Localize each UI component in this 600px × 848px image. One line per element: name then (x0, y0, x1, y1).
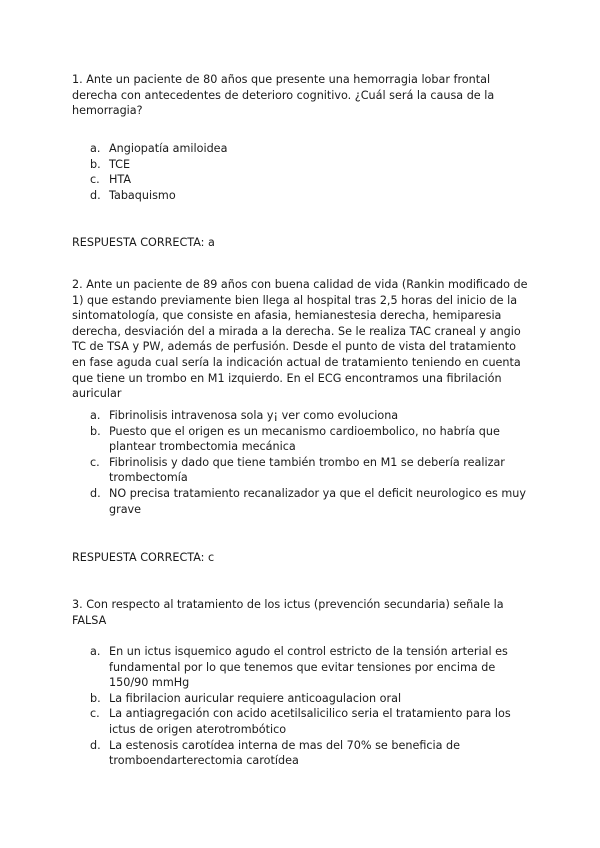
option-1b: b. TCE (90, 157, 131, 171)
option-3a: a. En un ictus isquemico agudo el control estricto de la tensión arterial es fundamental por lo que tenemos que evitar tensiones por encima de 150/90 mmHg (90, 645, 508, 690)
option-3b: b. La fibrilacion auricular requiere anticoagulacion oral (90, 691, 402, 705)
question-2-options (90, 408, 530, 517)
option-1d: d. Tabaquismo (90, 188, 176, 202)
question-3-text: 3. Con respecto al tratamiento de los ictus (prevención secundaria) señale la FALSA (72, 598, 504, 627)
question-3 (72, 597, 532, 628)
question-3-options (90, 644, 530, 769)
option-2a: a. Fibrinolisis intravenosa sola y¡ ver como evoluciona (90, 409, 399, 422)
option-1a: a. Angiopatía amiloidea (90, 142, 228, 155)
question-1-text: 1. Ante un paciente de 80 años que presente una hemorragia lobar frontal derecha con antecedentes de deterioro cognitivo. ¿Cuál será la causa de la hemorragia? (72, 73, 495, 118)
question-2 (72, 277, 532, 402)
option-1c: c. HTA (90, 173, 132, 187)
option-2b: b. Puesto que el origen es un mecanismo cardioembolico, no habría que plantear trombectomia mecánica (90, 424, 500, 454)
option-2c: c. Fibrinolisis y dado que tiene también trombo en M1 se debería realizar trombectomía (90, 455, 505, 485)
answer-1: RESPUESTA CORRECTA: a (72, 236, 215, 249)
question-1 (72, 72, 532, 119)
option-3d: d. La estenosis carotídea interna de mas del 70% se beneficia de tromboendarterectomia carotídea (90, 738, 461, 768)
option-2d: d. NO precisa tratamiento recanalizador ya que el deficit neurologico es muy grave (90, 486, 526, 516)
option-3c: c. La antiagregación con acido acetilsalicilico seria el tratamiento para los ictus de origen aterotrombótico (90, 707, 511, 736)
question-2-text: 2. Ante un paciente de 89 años con buena calidad de vida (Rankin modificado de 1) que estando previamente bien llega al hospital tras 2,5 horas del inicio de la sintomatología, que consiste en afasia, hemianestesia derecha, hemiparesia derecha, desviación del a mirada a la derecha. Se le realiza TAC craneal y angio TC de TSA y PW, además de perfusión. Desde el punto de vista del tratamiento en fase aguda cual sería la indicación actual de tratamiento teniendo en cuenta que tiene un trombo en M1 izquierdo. En el ECG encontramos una fibrilación auricular (72, 278, 528, 401)
answer-2: RESPUESTA CORRECTA: c (72, 551, 215, 564)
question-1-options (90, 141, 530, 203)
